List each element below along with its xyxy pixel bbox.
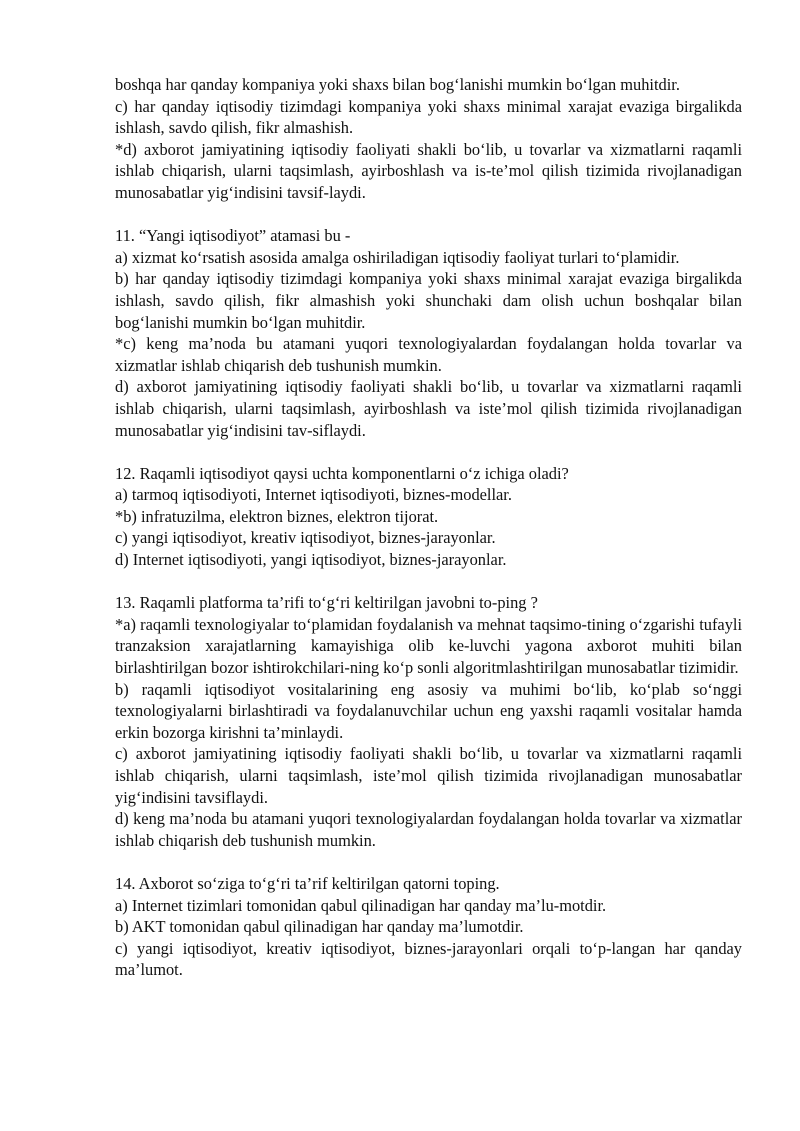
- question-12: [115, 463, 742, 571]
- option-a: a) xizmat ko‘rsatish asosida amalga oshiriladigan iqtisodiy faoliyat turlari to‘plamidir.: [115, 247, 680, 267]
- option-c: c) har qanday iqtisodiy tizimdagi kompaniya yoki shaxs minimal xarajat evaziga birgalikda ishlash, savdo qilish, fikr almashish.: [115, 96, 742, 138]
- option-c: c) yangi iqtisodiyot, kreativ iqtisodiyot, biznes-jarayonlari orqali to‘p-langan har qanday ma’lumot.: [115, 938, 742, 980]
- option-d: d) keng ma’noda bu atamani yuqori texnologiyalardan foydalangan holda tovarlar va xizmatlar ishlab chiqarish deb tushunish mumkin.: [115, 809, 742, 850]
- document-page: [115, 74, 742, 981]
- option-a: a) tarmoq iqtisodiyoti, Internet iqtisodiyoti, biznes-modellar.: [115, 485, 512, 505]
- question-text: 13. Raqamli platforma ta’rifi to‘g‘ri keltirilgan javobni to-ping ?: [115, 593, 538, 613]
- option-d: d) axborot jamiyatining iqtisodiy faoliyati shakli bo‘lib, u tovarlar va xizmatlarni raqamli ishlab chiqarish, ularni taqsimlash, ayirboshlash va iste’mol qilish tizimida rivojlanadigan munosabatlar yig‘indisini tav-siflaydi.: [115, 377, 742, 440]
- question-text: 11. “Yangi iqtisodiyot” atamasi bu -: [115, 226, 351, 246]
- option-a-correct: *a) raqamli texnologiyalar to‘plamidan foydalanish va mehnat taqsimo-tining o‘zgarishi tufayli tranzaksion xarajatlarning kamayishiga olib ke-luvchi yagona axborot muhiti bilan birlashtirilgan bozor ishtirokchilari-ning ko‘p sonli algoritmlashtirilgan munosabatlar tizimidir.: [115, 614, 742, 678]
- option-c-correct: *c) keng ma’noda bu atamani yuqori texnologiyalardan foydalangan holda tovarlar va xizmatlar ishlab chiqarish deb tushunish mumkin.: [115, 334, 742, 375]
- question-text: 14. Axborot so‘ziga to‘g‘ri ta’rif keltirilgan qatorni toping.: [115, 873, 500, 893]
- option-d: d) Internet iqtisodiyoti, yangi iqtisodiyot, biznes-jarayonlar.: [115, 550, 507, 570]
- question-text: 12. Raqamli iqtisodiyot qaysi uchta komponentlarni o‘z ichiga oladi?: [115, 463, 569, 483]
- option-b: b) raqamli iqtisodiyot vositalarining eng asosiy va muhimi bo‘lib, ko‘plab so‘nggi texnologiyalarni birlashtiradi va foydalanuvchilar uchun eng yaxshi raqamli vositalar hamda erkin bozorga kirishni ta’minlaydi.: [115, 679, 742, 742]
- question-14: [115, 873, 742, 981]
- option-b: b) AKT tomonidan qabul qilinadigan har qanday ma’lumotdir.: [115, 917, 524, 937]
- option-a: a) Internet tizimlari tomonidan qabul qilinadigan har qanday ma’lu-motdir.: [115, 895, 607, 915]
- option-d-correct: *d) axborot jamiyatining iqtisodiy faoliyati shakli bo‘lib, u tovarlar va xizmatlarni raqamli ishlab chiqarish, ularni taqsimlash, ayirboshlash va is-te’mol qilish tizimida rivojlanadigan munosabatlar yig‘indisini tavsif-laydi.: [115, 139, 742, 202]
- question-11: [115, 225, 742, 441]
- option-b: b) har qanday iqtisodiy tizimdagi kompaniya yoki shaxs minimal xarajat evaziga birgalikda ishlash, savdo qilish, fikr almashish yoki shunchaki dam olish uchun boshqalar bilan bog‘lanishi mumkin bo‘lgan muhitdir.: [115, 269, 742, 332]
- option-text: boshqa har qanday kompaniya yoki shaxs bilan bog‘lanishi mumkin bo‘lgan muhitdir.: [115, 75, 680, 94]
- option-c: c) axborot jamiyatining iqtisodiy faoliyati shakli bo‘lib, u tovarlar va xizmatlarni raqamli ishlab chiqarish, ularni taqsimlash, iste’mol qilish tizimida rivojlanadigan munosabatlar yig‘indisini tavsiflaydi.: [115, 744, 742, 807]
- question-13: [115, 592, 742, 851]
- option-b-correct: *b) infratuzilma, elektron biznes, elektron tijorat.: [115, 506, 439, 526]
- question-10-continuation: [115, 74, 742, 204]
- option-c: c) yangi iqtisodiyot, kreativ iqtisodiyot, biznes-jarayonlar.: [115, 528, 496, 548]
